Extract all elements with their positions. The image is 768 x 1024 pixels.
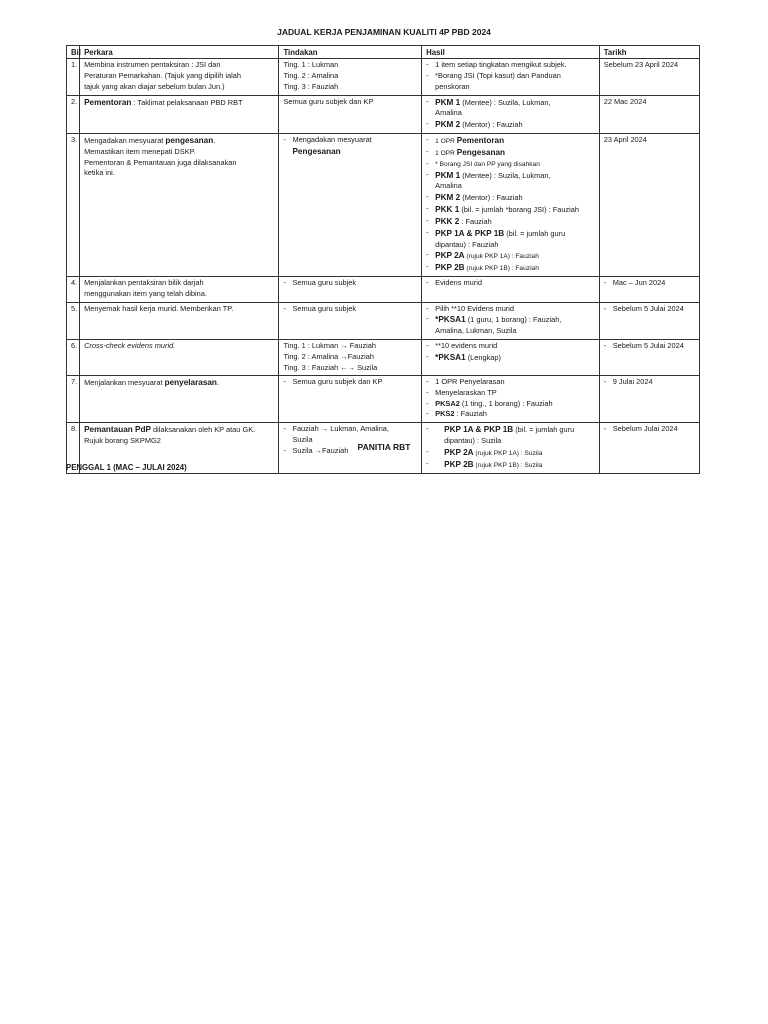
cell-bil: 5. [67, 302, 80, 339]
header-bil: Bil [67, 46, 80, 59]
cell-tindakan: Semua guru subjek dan KP [279, 95, 422, 134]
cell-perkara: Membina instrumen pentaksiran : JSI dan Peraturan Pemarkahan. (Tajuk yang dipilih ialah tajuk yang akan diajar sebelum bulan Jun.) [80, 59, 279, 95]
cell-tarikh: - Sebelum Julai 2024 [599, 423, 699, 473]
table-row [67, 376, 700, 423]
cell-tarikh: Sebelum 23 April 2024 [599, 59, 699, 95]
cell-perkara: Menjalankan mesyuarat penyelarasan. [80, 376, 279, 423]
table-row [67, 340, 700, 376]
cell-perkara: Pemantauan PdP dilaksanakan oleh KP atau GK. Rujuk borang SKPMG2 [80, 423, 279, 473]
schedule-table [66, 45, 700, 474]
cell-bil: 7. [67, 376, 80, 423]
cell-bil: 4. [67, 277, 80, 302]
cell-tindakan: - Semua guru subjek dan KP [279, 376, 422, 423]
cell-bil: 6. [67, 340, 80, 376]
cell-tarikh: - Mac – Jun 2024 [599, 277, 699, 302]
table-row [67, 302, 700, 339]
cell-perkara: Cross-check evidens murid. [80, 340, 279, 376]
cell-hasil: - Pilih **10 Evidens murid - *PKSA1 (1 guru, 1 borang) : Fauziah, Amalina, Lukman, Suzila [422, 302, 600, 339]
cell-perkara: Mengadakan mesyuarat pengesanan. Memastikan item menepati DSKP. Pementoran & Pemantauan juga dilaksanakan ketika ini. [80, 134, 279, 277]
cell-hasil: - 1 OPR Pementoran - 1 OPR Pengesanan - * Borang JSI dan PP yang disahkan - PKM 1 (Mentee) : Suzila, Lukman, Amalina - PKM 2 (Mentor) : Fauziah - PKK 1 (bil. = jumlah *borang JSI) : Fauziah - PKK 2 : Fauziah - PKP 1A & PKP 1B (bil. = jumlah guru dipantau) : Fauziah - PKP 2A (rujuk PKP 1A) : Fauziah - PKP 2B (rujuk PKP 1B) : Fauziah [422, 134, 600, 277]
cell-bil: 1. [67, 59, 80, 95]
table-row [67, 134, 700, 277]
table-header-row [67, 46, 700, 59]
cell-perkara: Menyemak hasil kerja murid. Memberikan TP. [80, 302, 279, 339]
cell-perkara: Pementoran : Taklimat pelaksanaan PBD RBT [80, 95, 279, 134]
term-label: PENGGAL 1 (MAC – JULAI 2024) [66, 463, 187, 472]
cell-tindakan: Ting. 1 : Lukman Ting. 2 : Amalina Ting. 3 : Fauziah [279, 59, 422, 95]
cell-tindakan: - Mengadakan mesyuarat Pengesanan [279, 134, 422, 277]
document-title: JADUAL KERJA PENJAMINAN KUALITI 4P PBD 2024 [277, 27, 491, 37]
table-row [67, 277, 700, 302]
header-perkara: Perkara [80, 46, 279, 59]
cell-tindakan: - Semua guru subjek [279, 277, 422, 302]
cell-tindakan: - Fauziah → Lukman, Amalina, Suzila - Suzila →Fauziah [279, 423, 422, 473]
cell-tarikh: 22 Mac 2024 [599, 95, 699, 134]
header-tarikh: Tarikh [599, 46, 699, 59]
cell-bil: 8. [67, 423, 80, 473]
cell-perkara: Menjalankan pentaksiran bilik darjah menggunakan item yang telah dibina. [80, 277, 279, 302]
cell-hasil: - 1 OPR Penyelarasan - Menyelaraskan TP - PKSA2 (1 ting., 1 borang) : Fauziah - PKS2 : Fauziah [422, 376, 600, 423]
cell-tarikh: 23 April 2024 [599, 134, 699, 277]
table-row [67, 59, 700, 95]
cell-hasil: - PKM 1 (Mentee) : Suzila, Lukman, Amalina - PKM 2 (Mentor) : Fauziah [422, 95, 600, 134]
cell-hasil: - Evidens murid [422, 277, 600, 302]
cell-tarikh: - Sebelum 5 Julai 2024 [599, 340, 699, 376]
cell-tarikh: - Sebelum 5 Julai 2024 [599, 302, 699, 339]
cell-bil: 3. [67, 134, 80, 277]
header-tindakan: Tindakan [279, 46, 422, 59]
table-row [67, 95, 700, 134]
cell-hasil: - PKP 1A & PKP 1B (bil. = jumlah guru dipantau) : Suzila - PKP 2A (rujuk PKP 1A) : Suzila - PKP 2B (rujuk PKP 1B) : Suzila [422, 423, 600, 473]
cell-bil: 2. [67, 95, 80, 134]
cell-hasil: - **10 evidens murid - *PKSA1 (Lengkap) [422, 340, 600, 376]
header-hasil: Hasil [422, 46, 600, 59]
department-title: PANITIA RBT [357, 442, 411, 452]
cell-tindakan: - Semua guru subjek [279, 302, 422, 339]
cell-tindakan: Ting. 1 : Lukman → Fauziah Ting. 2 : Amalina →Fauziah Ting. 3 : Fauziah ←→ Suzila [279, 340, 422, 376]
cell-tarikh: - 9 Julai 2024 [599, 376, 699, 423]
cell-hasil: - 1 item setiap tingkatan mengikut subjek. - *Borang JSI (Topi kasut) dan Panduan penskoran [422, 59, 600, 95]
